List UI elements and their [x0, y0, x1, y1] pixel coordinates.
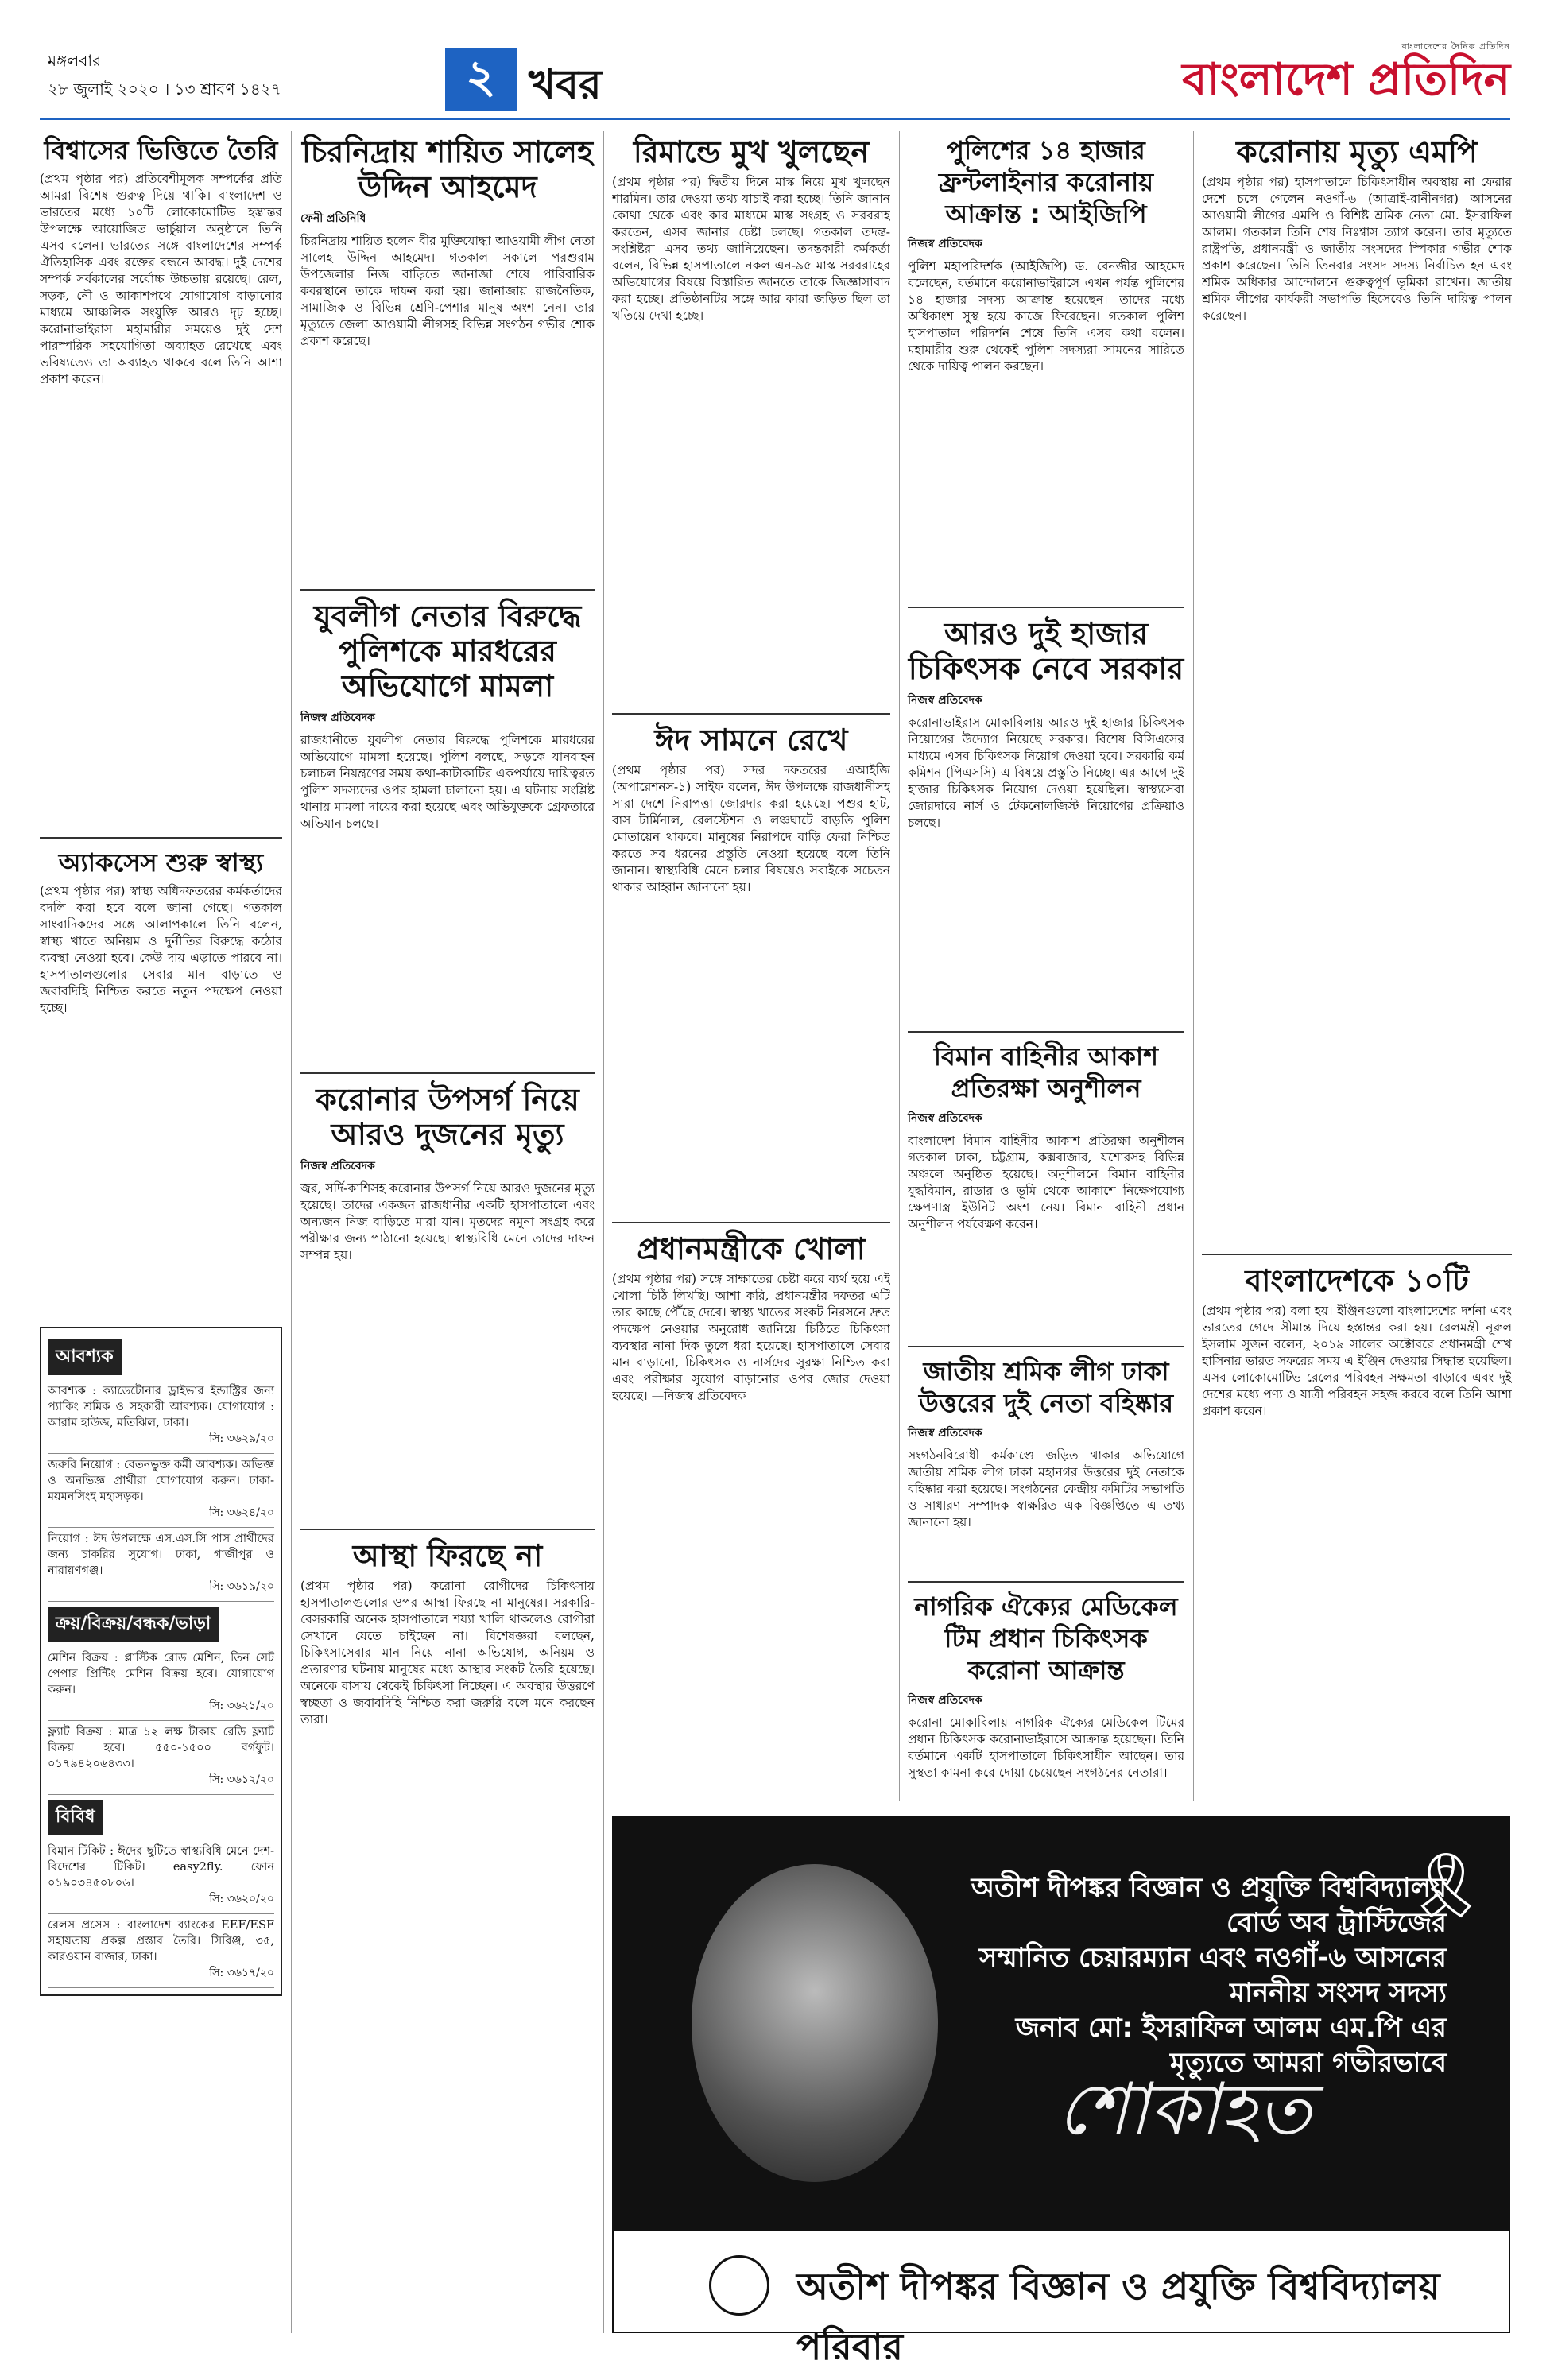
headline: বিমান বাহিনীর আকাশ প্রতিরক্ষা অনুশীলন [933, 1041, 1159, 1103]
classified-code: সি: ৩৬১২/২০ [209, 1773, 274, 1786]
story-body: (প্রথম পৃষ্ঠার পর) বলা হয়। ইঞ্জিনগুলো বাংলাদেশের দর্শনা এবং ভারতের গেদে সীমান্ত দিয়ে হস্তান্তর করা হয়। রেলমন্ত্রী নূরুল ইসলাম সুজন বলেন, ২০১৯ সালের অক্টোবরে প্রধানমন্ত্রী শেখ হাসিনার ভারত সফরের সময় এ ইঞ্জিন দেওয়ার সিদ্ধান্ত হয়েছিল। এসব লোকোমোটিভ রেলের পরিবহন সক্ষমতা বাড়াবে এবং দুই দেশের মধ্যে পণ্য ও যাত্রী পরিবহন সহজ করবে বলে তিনি আশা প্রকাশ করেন। [1202, 1304, 1512, 1418]
story-akashik [40, 837, 282, 1312]
column-4 [908, 131, 1184, 1848]
headline: চিরনিদ্রায় শায়িত সালেহ উদ্দিন আহমেদ [302, 134, 593, 204]
story-bisshash [40, 134, 282, 823]
classified-code: সি: ৩৬২৪/২০ [209, 1506, 274, 1519]
story-bd10 [1202, 1254, 1512, 1748]
headline: রিমান্ডে মুখ খুলছেন [633, 134, 870, 169]
classified-heading: বিবিধ [48, 1800, 103, 1835]
story-body: (প্রথম পৃষ্ঠার পর) সঙ্গে সাক্ষাতের চেষ্টা করে ব্যর্থ হয়ে এই খোলা চিঠি লিখছি। আশা করি, প্রধানমন্ত্রীর দফতর এটি তার কাছে পৌঁছে দেবে। স্বাস্থ্য খাতের সংকট নিরসনে দ্রুত পদক্ষেপ নেওয়ার অনুরোধ জানিয়ে চিঠিতে চিকিৎসা ব্যবস্থার নানা দিক তুলে ধরা হয়েছে। হাসপাতালে সেবার মান বাড়ানো, চিকিৎসক ও নার্সদের সুরক্ষা নিশ্চিত করা এবং পরীক্ষার সুযোগ বাড়ানোর ওপর জোর দেওয়া হয়েছে। —নিজস্ব প্রতিবেদক [612, 1272, 890, 1403]
column-divider [1193, 131, 1194, 1801]
classified-item [48, 1914, 274, 1988]
story-body: সংগঠনবিরোধী কর্মকাণ্ডে জড়িত থাকার অভিযোগে জাতীয় শ্রমিক লীগ ঢাকা মহানগর উত্তরের দুই নেতাকে বহিষ্কার করা হয়েছে। সংগঠনের কেন্দ্রীয় কমিটির সভাপতি ও সাধারণ সম্পাদক স্বাক্ষরিত এক বিজ্ঞপ্তিতে এ তথ্য জানানো হয়। [908, 1448, 1184, 1529]
byline: নিজস্ব প্রতিবেদক [300, 711, 375, 724]
story-rimande [612, 134, 890, 699]
story-dui-hajar [908, 607, 1184, 1017]
byline: নিজস্ব প্রতিবেদক [908, 238, 982, 250]
ad-text-block [954, 1870, 1447, 2080]
classified-item [48, 1528, 274, 1602]
ad-footer-text: অতীশ দীপঙ্কর বিজ্ঞান ও প্রযুক্তি বিশ্ববিদ্যালয় পরিবার [796, 2265, 1440, 2368]
classified-code: সি: ৩৬১৭/২০ [209, 1967, 274, 1979]
classifieds [40, 1327, 282, 1996]
classified-text: মেশিন বিক্রয় : প্লাস্টিক রোড মেশিন, তিন সেট পেপার প্রিন্টিং মেশিন বিক্রয় হবে। যোগাযোগ করুন। [48, 1652, 274, 1696]
mourning-ribbon-icon: 🎗 [1405, 1848, 1486, 1922]
classified-code: সি: ৩৬২০/২০ [209, 1893, 274, 1905]
story-body: পুলিশ মহাপরিদর্শক (আইজিপি) ড. বেনজীর আহমেদ বলেছেন, বর্তমানে করোনাভাইরাসে এখন পর্যন্ত পুলিশের ১৪ হাজার সদস্য আক্রান্ত হয়েছেন। তাদের মধ্যে অধিকাংশ সুস্থ হয়ে কাজে ফিরেছেন। গতকাল পুলিশ হাসপাতাল পরিদর্শন শেষে তিনি এসব কথা বলেন। মহামারীর শুরু থেকেই পুলিশ সদস্যরা সামনের সারিতে থেকে দায়িত্ব পালন করছেন। [908, 259, 1184, 374]
column-2 [300, 131, 595, 2228]
headline: জাতীয় শ্রমিক লীগ ঢাকা উত্তরের দুই নেতা বহিষ্কার [918, 1356, 1174, 1418]
story-body: (প্রথম পৃষ্ঠার পর) দ্বিতীয় দিনে মাস্ক নিয়ে মুখ খুলছেন শারমিন। তার দেওয়া তথ্য যাচাই করা হচ্ছে। তিনি জানান কোথা থেকে এবং কার মাধ্যমে মাস্ক সংগ্রহ ও সরবরাহ করতেন, এসব জানার চেষ্টা চলছে। গতকাল তদন্ত-সংশ্লিষ্টরা এসব তথ্য জানিয়েছেন। তদন্তকারী কর্মকর্তা বলেন, বিভিন্ন হাসপাতালে নকল এন-৯৫ মাস্ক সরবরাহের অভিযোগের বিষয়ে বিস্তারিত জানতে তাকে জিজ্ঞাসাবাদ করা হচ্ছে। প্রতিষ্ঠানটির সঙ্গে আর কারা জড়িত ছিল তা খতিয়ে দেখা হচ্ছে। [612, 175, 890, 323]
story-salehuddin [300, 134, 595, 575]
byline: নিজস্ব প্রতিবেদক [300, 1160, 375, 1173]
column-3 [612, 131, 890, 1858]
story-body: করোনা মোকাবিলায় নাগরিক ঐক্যের মেডিকেল টিমের প্রধান চিকিৎসক করোনাভাইরাসে আক্রান্ত হয়েছেন। তিনি বর্তমানে একটি হাসপাতালে চিকিৎসাধীন আছেন। তার সুস্থতা কামনা করে দোয়া চেয়েছেন সংগঠনের নেতারা। [908, 1715, 1184, 1780]
byline: নিজস্ব প্রতিবেদক [908, 1694, 982, 1707]
column-divider [291, 131, 292, 2333]
page-number: ২ [445, 48, 517, 111]
story-body: (প্রথম পৃষ্ঠার পর) প্রতিবেশীমূলক সম্পর্কের প্রতি আমরা বিশেষ গুরুত্ব দিয়ে থাকি। বাংলাদেশ ও ভারতের মধ্যে ১০টি লোকোমোটিভ হস্তান্তর উপলক্ষে আয়োজিত ভার্চুয়াল অনুষ্ঠানে তিনি এসব বলেন। ভারতের সঙ্গে বাংলাদেশের সম্পর্ক ঐতিহাসিক এবং রক্তের বন্ধনে আবদ্ধ। দুই দেশের সম্পর্ক সর্বকালের সর্বোচ্চ উচ্চতায় রয়েছে। রেল, সড়ক, নৌ ও আকাশপথে যোগাযোগ বাড়ানোর মাধ্যমে আঞ্চলিক সংযুক্তি আরও দৃঢ় হচ্ছে। করোনাভাইরাস মহামারীর সময়েও দুই দেশ পারস্পরিক সহযোগিতা অব্যাহত রেখেছে এবং ভবিষ্যতেও তা অব্যাহত থাকবে বলে তিনি আশা প্রকাশ করেন। [40, 172, 282, 386]
headline: করোনার উপসর্গ নিয়ে আরও দুজনের মৃত্যু [316, 1082, 579, 1152]
story-body: (প্রথম পৃষ্ঠার পর) স্বাস্থ্য অধিদফতরের কর্মকর্তাদের বদলি করা হবে বলে জানা গেছে। গতকাল সাংবাদিকদের সঙ্গে আলাপকালে তিনি বলেন, স্বাস্থ্য খাতে অনিয়ম ও দুর্নীতির বিরুদ্ধে কঠোর ব্যবস্থা নেওয়া হবে। কেউ দায় এড়াতে পারবে না। হাসপাতালগুলোর সেবার মান বাড়াতে ও জবাবদিহি নিশ্চিত করতে নতুন পদক্ষেপ নেওয়া হচ্ছে। [40, 884, 282, 1015]
classified-code: সি: ৩৬১৯/২০ [209, 1580, 274, 1593]
classified-text: আবশ্যক : ক্যাডেটোনার ড্রাইভার ইন্ডাস্ট্রির জন্য প্যাকিং শ্রমিক ও সহকারী আবশ্যক। যোগাযোগ : আরাম হাউজ, মতিঝিল, ঢাকা। [48, 1385, 274, 1429]
byline: নিজস্ব প্রতিবেদক [908, 694, 982, 707]
condolence-ad [612, 1816, 1510, 2368]
section-title: খবর [529, 60, 602, 109]
story-pradhanmantri [612, 1222, 890, 1843]
headline: যুবলীগ নেতার বিরুদ্ধে পুলিশকে মারধরের অভিযোগে মামলা [313, 599, 582, 704]
story-body: রাজধানীতে যুবলীগ নেতার বিরুদ্ধে পুলিশকে মারধরের অভিযোগে মামলা হয়েছে। পুলিশ বলছে, সড়কে যানবাহন চলাচল নিয়ন্ত্রণের সময় কথা-কাটাকাটির একপর্যায়ে দায়িত্বরত পুলিশ সদস্যদের ওপর হামলা চালানো হয়। এ ঘটনায় সংশ্লিষ্ট থানায় মামলা দায়ের করা হয়েছে এবং অভিযুক্তকে গ্রেফতারে অভিযান চলছে। [300, 733, 595, 831]
classified-text: রেলস প্রসেস : বাংলাদেশ ব্যাংকের EEF/ESF সহায়তায় প্রকল্প প্রস্তাব তৈরি। সিরিঞ্জ, ৩৫, কারওয়ান বাজার, ঢাকা। [48, 1919, 274, 1963]
classified-item [48, 1647, 274, 1721]
story-body: (প্রথম পৃষ্ঠার পর) করোনা রোগীদের চিকিৎসায় হাসপাতালগুলোর ওপর আস্থা ফিরছে না মানুষের। সরকারি-বেসরকারি অনেক হাসপাতালে শয্যা খালি থাকলেও রোগীরা সেখানে যেতে চাইছেন না। বিশেষজ্ঞরা বলছেন, চিকিৎসাসেবার মান নিয়ে নানা অভিযোগ, অনিয়ম ও প্রতারণার ঘটনায় মানুষের মধ্যে আস্থার সংকট তৈরি হয়েছে। অনেকে বাসায় থেকেই চিকিৎসা নিচ্ছেন। এ অবস্থার উত্তরণে স্বচ্ছতা ও জবাবদিহি নিশ্চিত করা জরুরি বলে মনে করছেন তারা। [300, 1579, 595, 1727]
classified-code: সি: ৩৬২৯/২০ [209, 1432, 274, 1445]
ad-line-2: সম্মানিত চেয়ারম্যান এবং নওগাঁ-৬ আসনের মাননীয় সংসদ সদস্য [979, 1942, 1447, 2009]
logo-name: বাংলাদেশ প্রতিদিন [1182, 54, 1510, 106]
headline: বিশ্বাসের ভিত্তিতে তৈরি [44, 135, 278, 165]
story-body: করোনাভাইরাস মোকাবিলায় আরও দুই হাজার চিকিৎসক নিয়োগের উদ্যোগ নিয়েছে সরকার। বিশেষ বিসিএসের মাধ্যমে এসব চিকিৎসক নিয়োগ দেওয়া হবে। সরকারি কর্ম কমিশন (পিএসসি) এ বিষয়ে প্রস্তুতি নিচ্ছে। এর আগে দুই হাজার চিকিৎসক নিয়োগ দেওয়া হয়েছিল। স্বাস্থ্যসেবা জোরদারে নার্স ও টেকনোলজিস্ট নিয়োগের প্রক্রিয়াও চলছে। [908, 715, 1184, 830]
headline: বাংলাদেশকে ১০টি [1245, 1263, 1469, 1298]
classified-item [48, 1454, 274, 1528]
story-korona2 [300, 1072, 595, 1514]
story-biman [908, 1031, 1184, 1331]
story-jubolig [300, 589, 595, 1058]
column-divider [899, 131, 900, 1801]
headline: অ্যাকসেস শুরু স্বাস্থ্য [58, 847, 264, 878]
headline: আরও দুই হাজার চিকিৎসক নেবে সরকার [908, 616, 1184, 686]
story-pradhan-chikitsak [908, 1581, 1184, 1834]
classified-text: জরুরি নিয়োগ : বেতনভুক্ত কর্মী আবশ্যক। অভিজ্ঞ ও অনভিজ্ঞ প্রার্থীরা যোগাযোগ করুন। ঢাকা-ময়মনসিংহ মহাসড়ক। [48, 1459, 274, 1503]
ad-footer [612, 2230, 1510, 2368]
classified-item [48, 1840, 274, 1914]
newspaper-logo [1176, 40, 1510, 111]
issue-date: ২৮ জুলাই ২০২০ । ১৩ শ্রাবণ ১৪২৭ [48, 79, 281, 99]
portrait-photo [692, 1864, 938, 2182]
classified-item [48, 1721, 274, 1795]
story-body: চিরনিদ্রায় শায়িত হলেন বীর মুক্তিযোদ্ধা আওয়ামী লীগ নেতা সালেহ উদ্দিন আহমেদ। গতকাল সকালে পরশুরাম উপজেলার নিজ বাড়িতে জানাজা শেষে পারিবারিক কবরস্থানে তাকে দাফন করা হয়। জানাজায় রাজনৈতিক, সামাজিক ও বিভিন্ন শ্রেণি-পেশার মানুষ অংশ নেন। তার মৃত্যুতে জেলা আওয়ামী লীগসহ বিভিন্ন সংগঠন গভীর শোক প্রকাশ করেছে। [300, 234, 595, 348]
classified-code: সি: ৩৬২১/২০ [209, 1700, 274, 1712]
story-police14 [908, 134, 1184, 592]
logo-tagline: বাংলাদেশের দৈনিক প্রতিদিন [1401, 41, 1510, 52]
story-mp-death [1202, 134, 1512, 1239]
byline: নিজস্ব প্রতিবেদক [908, 1427, 982, 1440]
headline: পুলিশের ১৪ হাজার ফ্রন্টলাইনার করোনায় আক্রান্ত : আইজিপি [938, 135, 1154, 229]
ad-line-1: অতীশ দীপঙ্কর বিজ্ঞান ও প্রযুক্তি বিশ্ববিদ্যালয় বোর্ড অব ট্রাস্টিজের [971, 1872, 1447, 1939]
headline: আস্থা ফিরছে না [352, 1538, 543, 1573]
column-1 [40, 131, 282, 1996]
university-seal-icon [709, 2255, 769, 2316]
headline: নাগরিক ঐক্যের মেডিকেল টিম প্রধান চিকিৎসক করোনা আক্রান্ত [914, 1591, 1178, 1685]
story-body: বাংলাদেশ বিমান বাহিনীর আকাশ প্রতিরক্ষা অনুশীলন গতকাল ঢাকা, চট্টগ্রাম, কক্সবাজার, যশোরসহ বিভিন্ন অঞ্চলে অনুষ্ঠিত হয়েছে। অনুশীলনে বিমান বাহিনীর যুদ্ধবিমান, রাডার ও ভূমি থেকে আকাশে নিক্ষেপযোগ্য ক্ষেপণাস্ত্র ইউনিট অংশ নেয়। বিমান বাহিনী প্রধান অনুশীলন পর্যবেক্ষণ করেন। [908, 1134, 1184, 1231]
column-divider [603, 131, 604, 2333]
issue-day: মঙ্গলবার [48, 51, 102, 70]
ad-line-3: জনাব মো: ইসরাফিল আলম এম.পি এর মৃত্যুতে আমরা গভীরভাবে [1015, 2012, 1447, 2079]
story-body: জ্বর, সর্দি-কাশিসহ করোনার উপসর্গ নিয়ে আরও দুজনের মৃত্যু হয়েছে। তাদের একজন রাজধানীর একটি হাসপাতালে এবং অন্যজন নিজ বাড়িতে মারা যান। মৃতদের নমুনা সংগ্রহ করে পরীক্ষার জন্য পাঠানো হয়েছে। স্বাস্থ্যবিধি মেনে তাদের দাফন সম্পন্ন হয়। [300, 1181, 595, 1262]
masthead [0, 0, 1550, 119]
classified-text: বিমান টিকিট : ঈদের ছুটিতে স্বাস্থ্যবিধি মেনে দেশ-বিদেশের টিকিট। easy2fly. ফোন ০১৯০৩৪৫০৮০৬। [48, 1845, 274, 1890]
ad-script-text: শোকাহত [1057, 2068, 1312, 2151]
story-eid [612, 713, 890, 1207]
byline: নিজস্ব প্রতিবেদক [908, 1112, 982, 1125]
byline: ফেনী প্রতিনিধি [300, 212, 366, 225]
column-5 [1202, 131, 1512, 1762]
classified-heading: ক্রয়/বিক্রয়/বন্ধক/ভাড়া [48, 1607, 219, 1642]
headline: করোনায় মৃত্যু এমপি [1236, 134, 1478, 169]
story-sramik [908, 1346, 1184, 1567]
story-body: (প্রথম পৃষ্ঠার পর) সদর দফতরের এআইজি (অপারেশনস-১) সাইফ বলেন, ঈদ উপলক্ষে রাজধানীসহ সারা দেশে নিরাপত্তা জোরদার করা হয়েছে। পশুর হাট, বাস টার্মিনাল, রেলস্টেশন ও লঞ্চঘাটে বাড়তি পুলিশ মোতায়েন থাকবে। মানুষের নিরাপদে বাড়ি ফেরা নিশ্চিত করতে সব ধরনের প্রস্তুতি নেওয়া হয়েছে বলে তিনি জানান। স্বাস্থ্যবিধি মেনে চলার বিষয়েও সবাইকে সচেতন থাকার আহ্বান জানানো হয়। [612, 763, 890, 894]
masthead-rule [40, 118, 1510, 120]
story-body: (প্রথম পৃষ্ঠার পর) হাসপাতালে চিকিৎসাধীন অবস্থায় না ফেরার দেশে চলে গেলেন নওগাঁ-৬ (আত্রাই-রানীনগর) আসনের আওয়ামী লীগের এমপি ও বিশিষ্ট শ্রমিক নেতা মো. ইসরাফিল আলম। গতকাল তিনি শেষ নিঃশ্বাস ত্যাগ করেন। তার মৃত্যুতে রাষ্ট্রপতি, প্রধানমন্ত্রী ও জাতীয় সংসদের স্পিকার গভীর শোক প্রকাশ করেছেন। তিনি তিনবার সংসদ সদস্য নির্বাচিত হন এবং শ্রমিক অধিকার আন্দোলনে গুরুত্বপূর্ণ ভূমিকা রাখেন। জাতীয় শ্রমিক লীগের কার্যকরী সভাপতি হিসেবেও তিনি দায়িত্ব পালন করেছেন। [1202, 175, 1512, 323]
classified-item [48, 1380, 274, 1454]
classified-heading: আবশ্যক [48, 1339, 122, 1375]
story-astha [300, 1529, 595, 2214]
headline: প্রধানমন্ত্রীকে খোলা [637, 1231, 866, 1266]
classified-text: নিয়োগ : ঈদ উপলক্ষে এস.এস.সি পাস প্রার্থীদের জন্য চাকরির সুযোগ। ঢাকা, গাজীপুর ও নারায়ণগঞ্জ। [48, 1533, 274, 1577]
headline: ঈদ সামনে রেখে [654, 723, 848, 758]
classified-text: ফ্ল্যাট বিক্রয় : মাত্র ১২ লক্ষ টাকায় রেডি ফ্ল্যাট বিক্রয় হবে। ৫৫০-১৫০০ বর্গফুট। ০১৭৯৪২০৬৪৩৩। [48, 1726, 274, 1770]
